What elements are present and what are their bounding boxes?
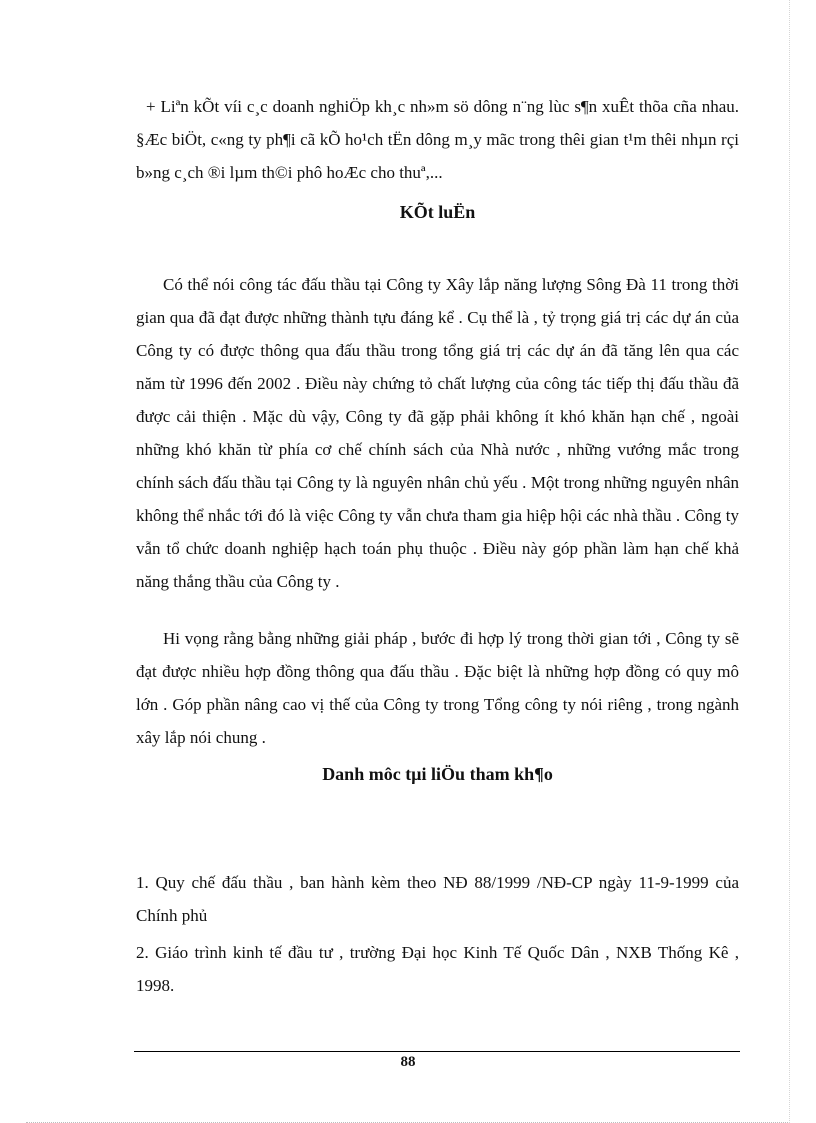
reference-item-2: 2. Giáo trình kinh tế đầu tư , trường Đại học Kinh Tế Quốc Dân , NXB Thống Kê , 1998. [136,943,739,995]
page-edge-dotted-vertical [789,0,790,1123]
intro-paragraph: + Liªn kÕt víi c¸c doanh nghiÖp kh¸c nh»m sö dông n¨ng lùc s¶n xuÊt thõa cña nhau. §Æc biÖt, c«ng ty ph¶i cã kÕ ho¹ch tËn dông m¸y mãc trong thêi gian t¹m thêi nhµn rçi b»ng c¸ch ®i lµm th©i phô hoÆc cho thuª,... [136,97,739,182]
page-number: 88 [400,1054,416,1070]
reference-item-1: 1. Quy chế đấu thầu , ban hành kèm theo NĐ 88/1999 /NĐ-CP ngày 11-9-1999 của Chính phủ [136,873,739,925]
conclusion-paragraph-2: Hi vọng rằng bằng những giải pháp , bước đi hợp lý trong thời gian tới , Công ty sẽ đạt được nhiều hợp đồng thông qua đấu thầu . Đặc biệt là những hợp đồng có quy mô lớn . Góp phần nâng cao vị thế của Công ty trong Tổng công ty nói riêng , trong ngành xây lắp nói chung . [136,629,739,747]
conclusion-paragraph-1: Có thể nói công tác đấu thầu tại Công ty Xây lắp năng lượng Sông Đà 11 trong thời gian qua đã đạt được những thành tựu đáng kể . Cụ thể là , tỷ trọng giá trị các dự án của Công ty có được thông qua đấu thầu trong tổng giá trị các dự án đã tăng lên qua các năm từ 1996 đến 2002 . Điều này chứng tỏ chất lượng của công tác tiếp thị đấu thầu đã được cải thiện . Mặc dù vậy, Công ty đã gặp phải không ít khó khăn hạn chế , ngoài những khó khăn từ phía cơ chế chính sách của Nhà nước , những vướng mắc trong chính sách đấu thầu tại Công ty là nguyên nhân chủ yếu . Một trong những nguyên nhân không thể nhắc tới đó là việc Công ty vẫn chưa tham gia hiệp hội các nhà thầu . Công ty vẫn tổ chức doanh nghiệp hạch toán phụ thuộc . Điều này góp phần làm hạn chế khả năng thắng thầu của Công ty . [136,275,739,591]
footer-rule [134,1051,740,1052]
conclusion-heading: KÕt luËn [399,202,476,222]
references-heading: Danh môc tµi liÖu tham kh¶o [322,764,553,784]
